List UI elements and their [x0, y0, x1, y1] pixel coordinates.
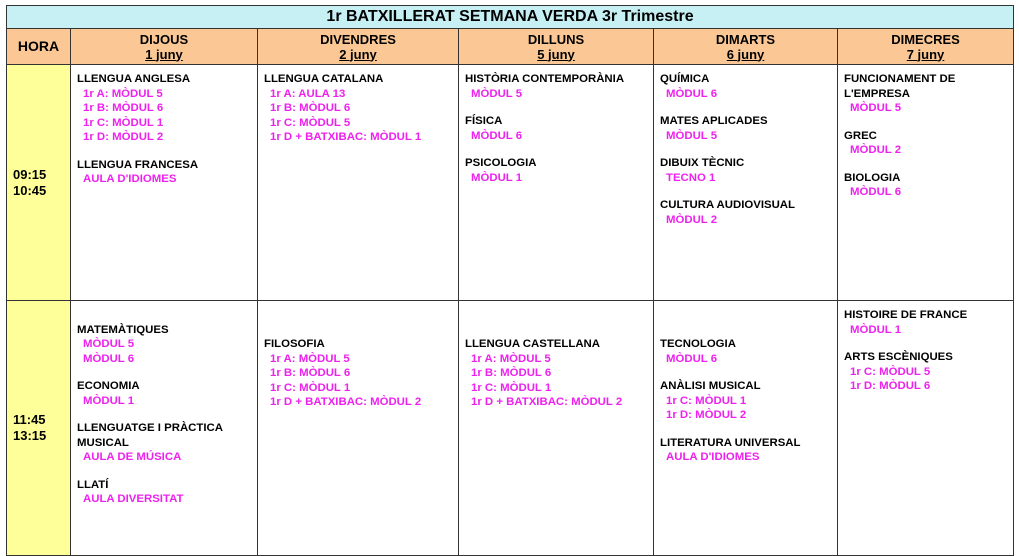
- subject-name: HISTOIRE DE FRANCE: [844, 309, 968, 321]
- room-location: 1r D: MÒDUL 2: [666, 409, 747, 421]
- room-location: 1r D: MÒDUL 6: [850, 380, 931, 392]
- subject-entry: [77, 379, 257, 408]
- time-slot-cell: [7, 65, 71, 301]
- slot-start: 11:45: [13, 412, 46, 427]
- subject-name: ARTS ESCÈNIQUES: [844, 351, 953, 363]
- time-slot-row: [7, 65, 1014, 301]
- subject-entry: [844, 72, 1013, 116]
- day-date: 7 juny: [906, 46, 945, 62]
- schedule-cell: [258, 65, 459, 301]
- subject-name: LLATÍ: [77, 478, 109, 491]
- room-location: MÒDUL 5: [850, 102, 902, 114]
- hora-header: HORA: [7, 29, 71, 65]
- room-location: MÒDUL 1: [471, 171, 523, 184]
- schedule-title: 1r BATXILLERAT SETMANA VERDA 3r Trimestre: [7, 6, 1014, 29]
- subject-name: LLENGUA CATALANA: [264, 73, 384, 85]
- subject-name: FÍSICA: [465, 115, 503, 127]
- subject-name: QUÍMICA: [660, 73, 710, 85]
- day-name: DILLUNS: [527, 31, 585, 47]
- day-name: DIVENDRES: [320, 31, 396, 47]
- room-location: 1r C: MÒDUL 1: [471, 381, 552, 394]
- room-location: MÒDUL 1: [850, 323, 902, 336]
- schedule-cell: [838, 65, 1014, 301]
- subject-entry: [844, 350, 1013, 394]
- subject-name: FILOSOFIA: [264, 338, 325, 350]
- room-location: 1r B: MÒDUL 6: [270, 102, 351, 114]
- schedule-cell: [459, 301, 654, 556]
- subject-entry: [844, 129, 1013, 158]
- room-location: MÒDUL 2: [850, 144, 902, 156]
- subject-name: LLENGUATGE I PRÀCTICA MUSICAL: [77, 422, 223, 449]
- room-location: 1r D + BATXIBAC: MÒDUL 1: [270, 131, 422, 143]
- day-name: DIJOUS: [139, 31, 189, 47]
- room-location: MÒDUL 6: [471, 129, 523, 142]
- subject-name: DIBUIX TÈCNIC: [660, 157, 745, 169]
- subject-name: TECNOLOGIA: [660, 338, 736, 350]
- subject-entry: [844, 171, 1013, 200]
- room-location: 1r A: MÒDUL 5: [471, 352, 551, 365]
- room-location: 1r A: AULA 13: [270, 87, 346, 100]
- room-location: MÒDUL 6: [666, 87, 718, 100]
- header-row: [7, 29, 1014, 65]
- day-header: [654, 29, 838, 65]
- subject-entry: [264, 337, 458, 410]
- schedule-table: [6, 5, 1014, 556]
- subject-name: MATES APLICADES: [660, 115, 768, 127]
- subject-entry: [465, 337, 653, 410]
- subject-entry: [660, 337, 837, 366]
- time-slot-row: [7, 301, 1014, 556]
- room-location: 1r A: MÒDUL 5: [83, 87, 163, 100]
- day-date: 2 juny: [339, 46, 377, 62]
- room-location: MÒDUL 1: [83, 394, 135, 407]
- slot-end: 13:15: [13, 428, 47, 443]
- subject-name: MATEMÀTIQUES: [77, 323, 169, 336]
- subject-name: ECONOMIA: [77, 380, 140, 392]
- subject-name: GREC: [844, 129, 877, 142]
- room-location: AULA D'IDIOMES: [666, 451, 760, 463]
- room-location: AULA DIVERSITAT: [83, 493, 184, 505]
- slot-end: 10:45: [13, 182, 47, 198]
- subject-name: HISTÒRIA CONTEMPORÀNIA: [465, 73, 625, 85]
- subject-entry: [465, 72, 653, 101]
- subject-entry: [660, 436, 837, 465]
- day-date: 6 juny: [726, 46, 765, 62]
- room-location: 1r B: MÒDUL 6: [471, 367, 552, 379]
- day-header: [838, 29, 1014, 65]
- room-location: 1r C: MÒDUL 1: [666, 394, 747, 407]
- subject-entry: [77, 421, 257, 465]
- subject-name: ANÀLISI MUSICAL: [660, 380, 761, 392]
- subject-entry: [264, 72, 458, 145]
- subject-entry: [465, 156, 653, 185]
- room-location: MÒDUL 6: [666, 352, 718, 365]
- time-slot-cell: [7, 301, 71, 556]
- schedule-cell: [71, 301, 258, 556]
- subject-entry: [660, 156, 837, 185]
- room-location: MÒDUL 5: [471, 87, 523, 100]
- day-name: DIMECRES: [891, 31, 960, 47]
- subject-entry: [660, 114, 837, 143]
- room-location: 1r B: MÒDUL 6: [270, 367, 351, 379]
- schedule-cell: [838, 301, 1014, 556]
- subject-name: BIOLOGIA: [844, 171, 901, 184]
- subject-entry: [660, 198, 837, 227]
- room-location: TECNO 1: [666, 171, 716, 184]
- subject-entry: [660, 72, 837, 101]
- schedule-cell: [654, 301, 838, 556]
- schedule-cell: [654, 65, 838, 301]
- day-header: [71, 29, 258, 65]
- subject-name: PSICOLOGIA: [465, 157, 537, 169]
- subject-entry: [77, 158, 257, 187]
- subject-entry: [465, 114, 653, 143]
- subject-entry: [660, 379, 837, 423]
- room-location: MÒDUL 6: [850, 186, 902, 198]
- subject-name: CULTURA AUDIOVISUAL: [660, 199, 795, 211]
- room-location: 1r A: MÒDUL 5: [270, 352, 350, 365]
- day-date: 5 juny: [537, 46, 575, 62]
- subject-name: LLENGUA FRANCESA: [77, 158, 199, 171]
- schedule-cell: [71, 65, 258, 301]
- day-date: 1 juny: [145, 46, 183, 62]
- day-name: DIMARTS: [715, 31, 776, 47]
- subject-name: LITERATURA UNIVERSAL: [660, 436, 801, 449]
- schedule-cell: [459, 65, 654, 301]
- room-location: 1r C: MÒDUL 5: [270, 116, 351, 129]
- slot-start: 09:15: [13, 166, 47, 182]
- room-location: 1r C: MÒDUL 1: [270, 381, 351, 394]
- schedule-cell: [258, 301, 459, 556]
- room-location: MÒDUL 2: [666, 213, 718, 226]
- subject-entry: [77, 323, 257, 367]
- room-location: 1r C: MÒDUL 5: [850, 365, 931, 378]
- room-location: 1r D + BATXIBAC: MÒDUL 2: [270, 396, 422, 408]
- day-header: [459, 29, 654, 65]
- subject-name: LLENGUA ANGLESA: [77, 73, 191, 85]
- room-location: AULA DE MÚSICA: [83, 451, 182, 463]
- room-location: 1r B: MÒDUL 6: [83, 102, 164, 114]
- subject-name: LLENGUA CASTELLANA: [465, 338, 600, 350]
- room-location: 1r D: MÒDUL 2: [83, 131, 164, 143]
- room-location: MÒDUL 6: [83, 352, 135, 365]
- room-location: AULA D'IDIOMES: [83, 173, 177, 185]
- room-location: 1r C: MÒDUL 1: [83, 116, 164, 129]
- day-header: [258, 29, 459, 65]
- subject-entry: [844, 308, 1013, 337]
- room-location: MÒDUL 5: [666, 129, 718, 142]
- title-row: [7, 6, 1014, 29]
- subject-name: FUNCIONAMENT DE L'EMPRESA: [844, 73, 956, 100]
- room-location: MÒDUL 5: [83, 338, 135, 350]
- room-location: 1r D + BATXIBAC: MÒDUL 2: [471, 396, 623, 408]
- subject-entry: [77, 72, 257, 145]
- subject-entry: [77, 478, 257, 507]
